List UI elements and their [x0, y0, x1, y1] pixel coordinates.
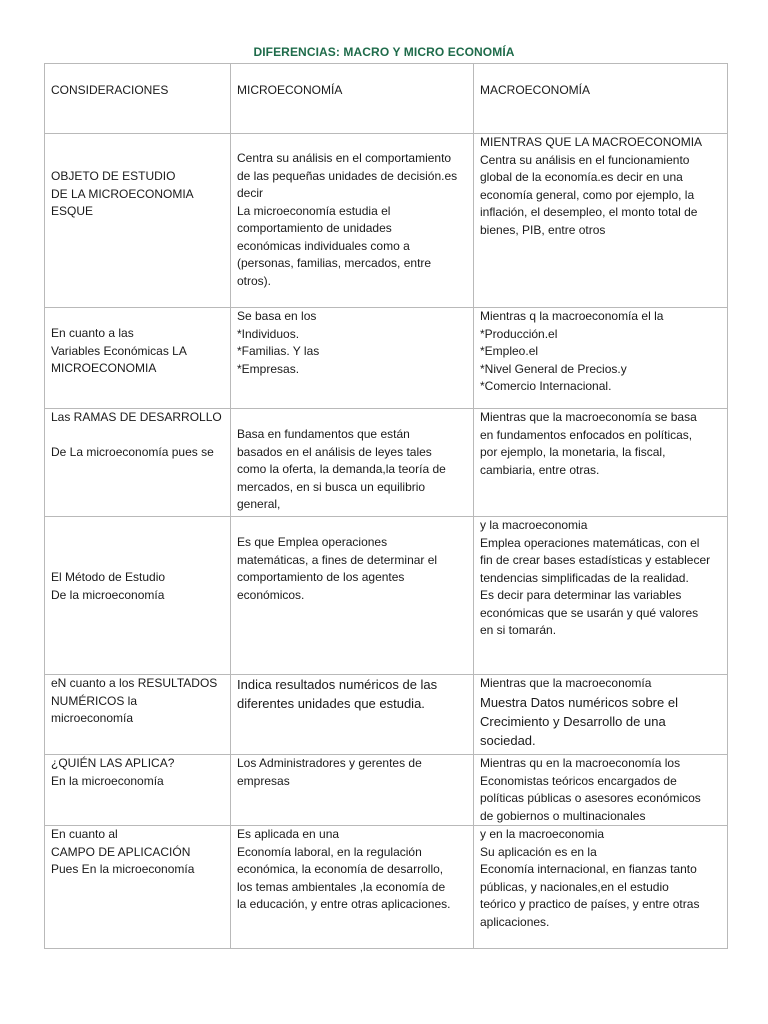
macro-text: Mientras q la macroeconomía el la *Producción.el *Empleo.el *Nivel General de Precios.y *Comercio Internacional.: [480, 309, 664, 393]
row-label: En cuanto al CAMPO DE APLICACIÓN Pues En la microeconomía: [51, 827, 195, 876]
macro-text: y en la macroeconomia Su aplicación es en la Economía internacional, en fianzas tanto públicas, y nacionales,en el estudio teórico y practico de países, y entre otras aplicaciones.: [480, 827, 700, 929]
micro-cell: [231, 755, 474, 826]
micro-text: Es que Emplea operaciones matemáticas, a fines de determinar el comportamiento de los agentes económicos.: [237, 535, 438, 602]
macro-cell: [474, 517, 728, 675]
macro-text: MIENTRAS QUE LA MACROECONOMIA Centra su análisis en el funcionamiento global de la economía.es decir en una economía general, como por ejemplo, la inflación, el desempleo, el monto total de bienes, PIB, entre otros: [480, 135, 703, 237]
micro-text: Se basa en los *Individuos. *Familias. Y las *Empresas.: [237, 309, 320, 376]
micro-text: Centra su análisis en el comportamiento de las pequeñas unidades de decisión.es decir La microeconomía estudia el comportamiento de unidades económicas individuales como a (personas, familias, mercados, entre otros).: [237, 151, 458, 288]
row-label: El Método de Estudio De la microeconomía: [51, 570, 166, 602]
micro-cell: [231, 826, 474, 949]
micro-text: Los Administradores y gerentes de empresas: [237, 756, 422, 788]
table-row: [45, 409, 728, 517]
row-label: ¿QUIÉN LAS APLICA? En la microeconomía: [51, 756, 175, 788]
micro-text: Indica resultados numéricos de las diferentes unidades que estudia.: [237, 677, 438, 711]
macro-text: Mientras que la macroeconomía se basa en fundamentos enfocados en políticas, por ejemplo, la monetaria, la fiscal, cambiaria, entre otras.: [480, 410, 697, 477]
row-label-cell: [45, 826, 231, 949]
macro-cell: [474, 755, 728, 826]
header-cell-considerations: [45, 64, 231, 134]
micro-cell: [231, 134, 474, 308]
table-row: [45, 826, 728, 949]
row-label-cell: [45, 134, 231, 308]
micro-text: Es aplicada en una Economía laboral, en la regulación económica, la economía de desarrollo, los temas ambientales ,la economía de la educación, y entre otras aplicaciones.: [237, 827, 451, 911]
macro-cell: [474, 409, 728, 517]
row-label-cell: [45, 755, 231, 826]
table-row: [45, 517, 728, 675]
header-cell-macro: [474, 64, 728, 134]
row-label: OBJETO DE ESTUDIO DE LA MICROECONOMIA ESQUE: [51, 169, 194, 218]
row-label: eN cuanto a los RESULTADOS NUMÉRICOS la microeconomía: [51, 676, 218, 725]
macro-cell: [474, 675, 728, 755]
comparison-table: [44, 63, 728, 949]
macro-text: Mientras que la macroeconomía: [480, 676, 652, 690]
document-title: DIFERENCIAS: MACRO Y MICRO ECONOMÍA: [253, 45, 515, 59]
row-label-cell: [45, 517, 231, 675]
table-row: [45, 308, 728, 409]
table-row: [45, 134, 728, 308]
header-label: CONSIDERACIONES: [51, 83, 169, 97]
row-label-cell: [45, 409, 231, 517]
micro-cell: [231, 517, 474, 675]
row-label-cell: [45, 675, 231, 755]
macro-text: Mientras qu en la macroeconomía los Economistas teóricos encargados de políticas públicas o asesores económicos de gobiernos o multinacionales: [480, 756, 701, 823]
micro-cell: [231, 308, 474, 409]
header-label: MICROECONOMÍA: [237, 83, 343, 97]
table-header-row: [45, 64, 728, 134]
row-label: Las RAMAS DE DESARROLLO De La microeconomía pues se: [51, 410, 222, 459]
macro-cell: [474, 826, 728, 949]
micro-text: Basa en fundamentos que están basados en el análisis de leyes tales como la oferta, la demanda,la teoría de mercados, en si busca un equilibrio general,: [237, 427, 446, 511]
macro-text-large: Muestra Datos numéricos sobre el Crecimiento y Desarrollo de una sociedad.: [480, 694, 678, 748]
header-cell-micro: [231, 64, 474, 134]
macro-text: y la macroeconomia Emplea operaciones matemáticas, con el fin de crear bases estadísticas y establecer tendencias simplificadas de la realidad. Es decir para determinar las variables económicas que se usarán y qué valores en si tomarán.: [480, 518, 711, 637]
macro-cell: [474, 308, 728, 409]
header-label: MACROECONOMÍA: [480, 83, 591, 97]
macro-cell: [474, 134, 728, 308]
row-label: En cuanto a las Variables Económicas LA MICROECONOMIA: [51, 326, 187, 375]
micro-cell: [231, 409, 474, 517]
row-label-cell: [45, 308, 231, 409]
micro-cell: [231, 675, 474, 755]
table-row: [45, 675, 728, 755]
table-row: [45, 755, 728, 826]
